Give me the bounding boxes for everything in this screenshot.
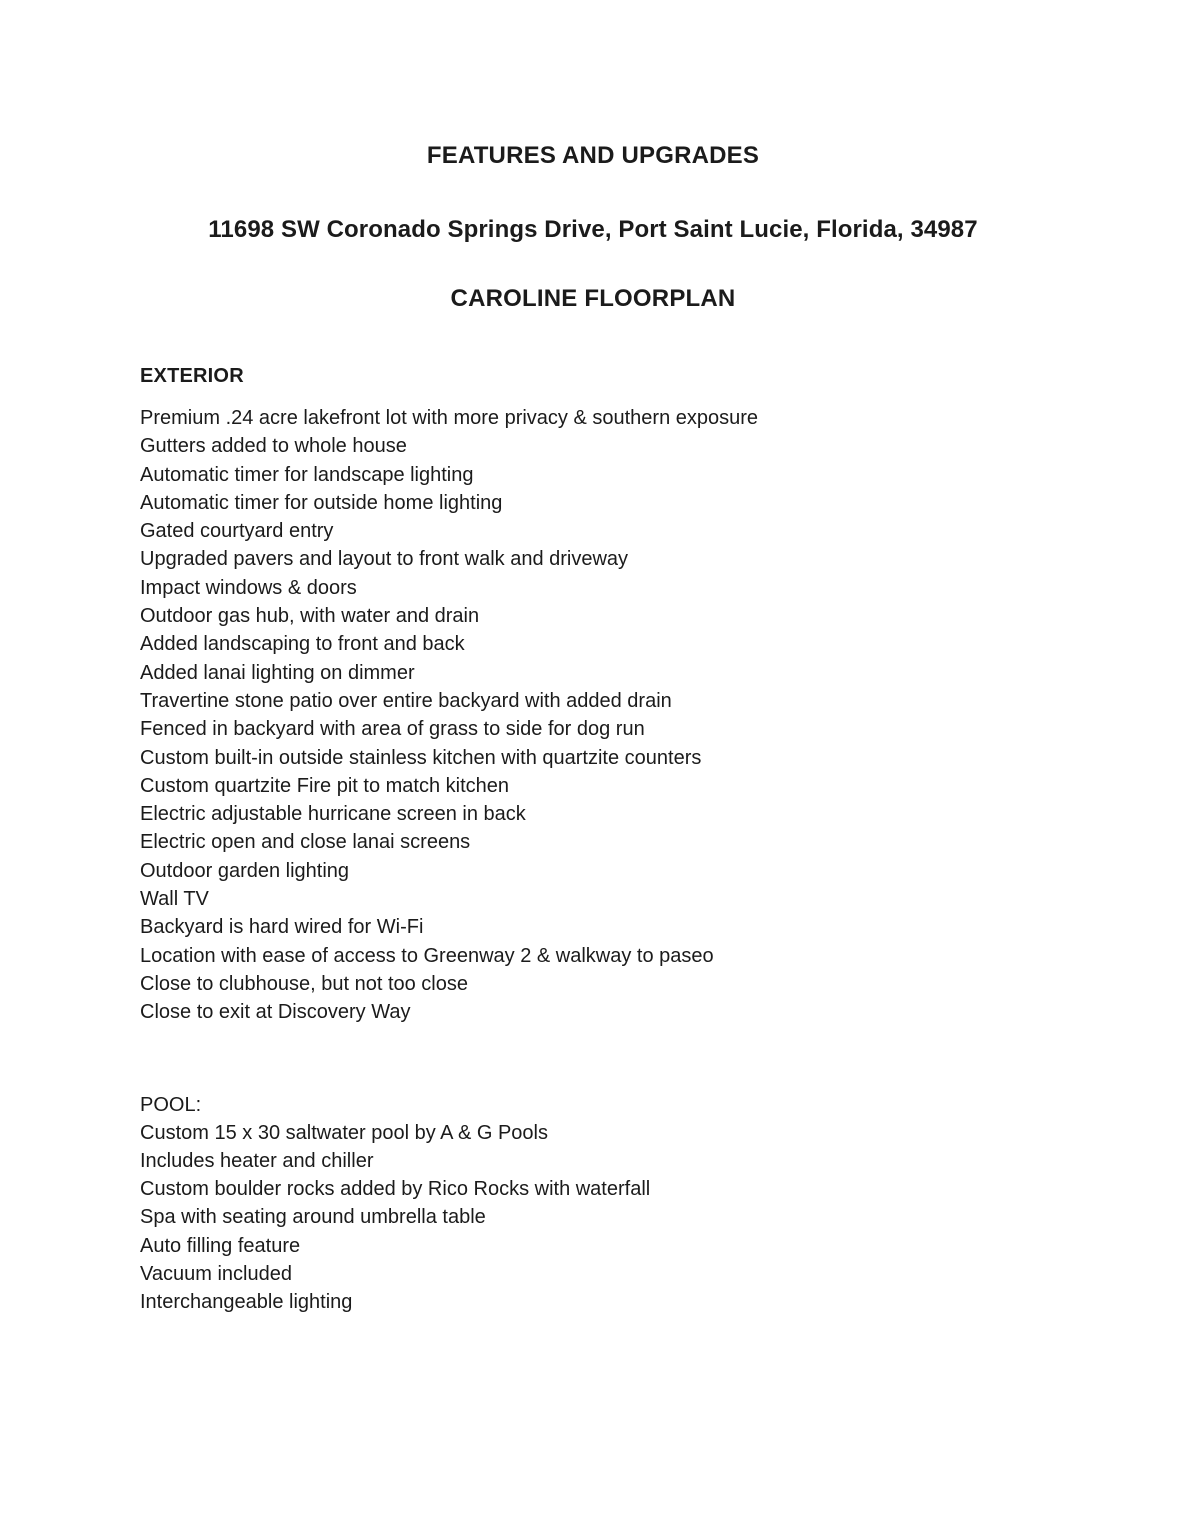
list-item: Custom boulder rocks added by Rico Rocks with waterfall	[140, 1178, 651, 1201]
list-item: Electric open and close lanai screens	[140, 831, 471, 854]
list-item: Custom quartzite Fire pit to match kitchen	[140, 774, 510, 797]
list-item: Outdoor gas hub, with water and drain	[140, 605, 480, 628]
document-title: FEATURES AND UPGRADES	[426, 142, 760, 169]
list-item: Spa with seating around umbrella table	[140, 1206, 486, 1229]
list-item: Interchangeable lighting	[140, 1291, 353, 1314]
list-item: Electric adjustable hurricane screen in back	[140, 803, 526, 826]
list-item: Outdoor garden lighting	[140, 859, 350, 882]
list-item: Includes heater and chiller	[140, 1149, 374, 1172]
list-item: Upgraded pavers and layout to front walk and driveway	[140, 548, 629, 571]
list-item: Fenced in backyard with area of grass to side for dog run	[140, 718, 645, 741]
list-item: Travertine stone patio over entire backyard with added drain	[140, 689, 672, 712]
list-item: Gated courtyard entry	[140, 520, 334, 543]
list-item: Automatic timer for outside home lighting	[140, 491, 503, 514]
section-pool-heading: POOL:	[140, 1093, 202, 1116]
list-item: Automatic timer for landscape lighting	[140, 463, 474, 486]
section-pool	[140, 1091, 1046, 1317]
list-item: Added lanai lighting on dimmer	[140, 661, 415, 684]
list-item: Premium .24 acre lakefront lot with more privacy & southern exposure	[140, 407, 759, 429]
list-item: Wall TV	[140, 888, 209, 911]
list-item: Custom 15 x 30 saltwater pool by A & G Pools	[140, 1121, 548, 1144]
section-exterior-heading: EXTERIOR	[140, 365, 244, 387]
list-item: Location with ease of access to Greenway 2 & walkway to paseo	[140, 944, 714, 967]
list-item: Vacuum included	[140, 1263, 292, 1286]
list-item: Added landscaping to front and back	[140, 633, 465, 656]
list-item: Close to exit at Discovery Way	[140, 1001, 411, 1024]
property-address: 11698 SW Coronado Springs Drive, Port Saint Lucie, Florida, 34987	[208, 216, 978, 243]
list-item: Custom built-in outside stainless kitchen with quartzite counters	[140, 746, 702, 769]
list-item: Auto filling feature	[140, 1234, 301, 1257]
list-item: Gutters added to whole house	[140, 435, 407, 458]
section-exterior-item-list	[140, 404, 1046, 1027]
list-item: Close to clubhouse, but not too close	[140, 972, 468, 995]
floorplan-name: CAROLINE FLOORPLAN	[450, 285, 736, 312]
list-item: Impact windows & doors	[140, 576, 357, 599]
list-item: Backyard is hard wired for Wi-Fi	[140, 916, 424, 939]
section-pool-item-list	[140, 1119, 1046, 1317]
section-exterior	[140, 362, 1046, 1027]
